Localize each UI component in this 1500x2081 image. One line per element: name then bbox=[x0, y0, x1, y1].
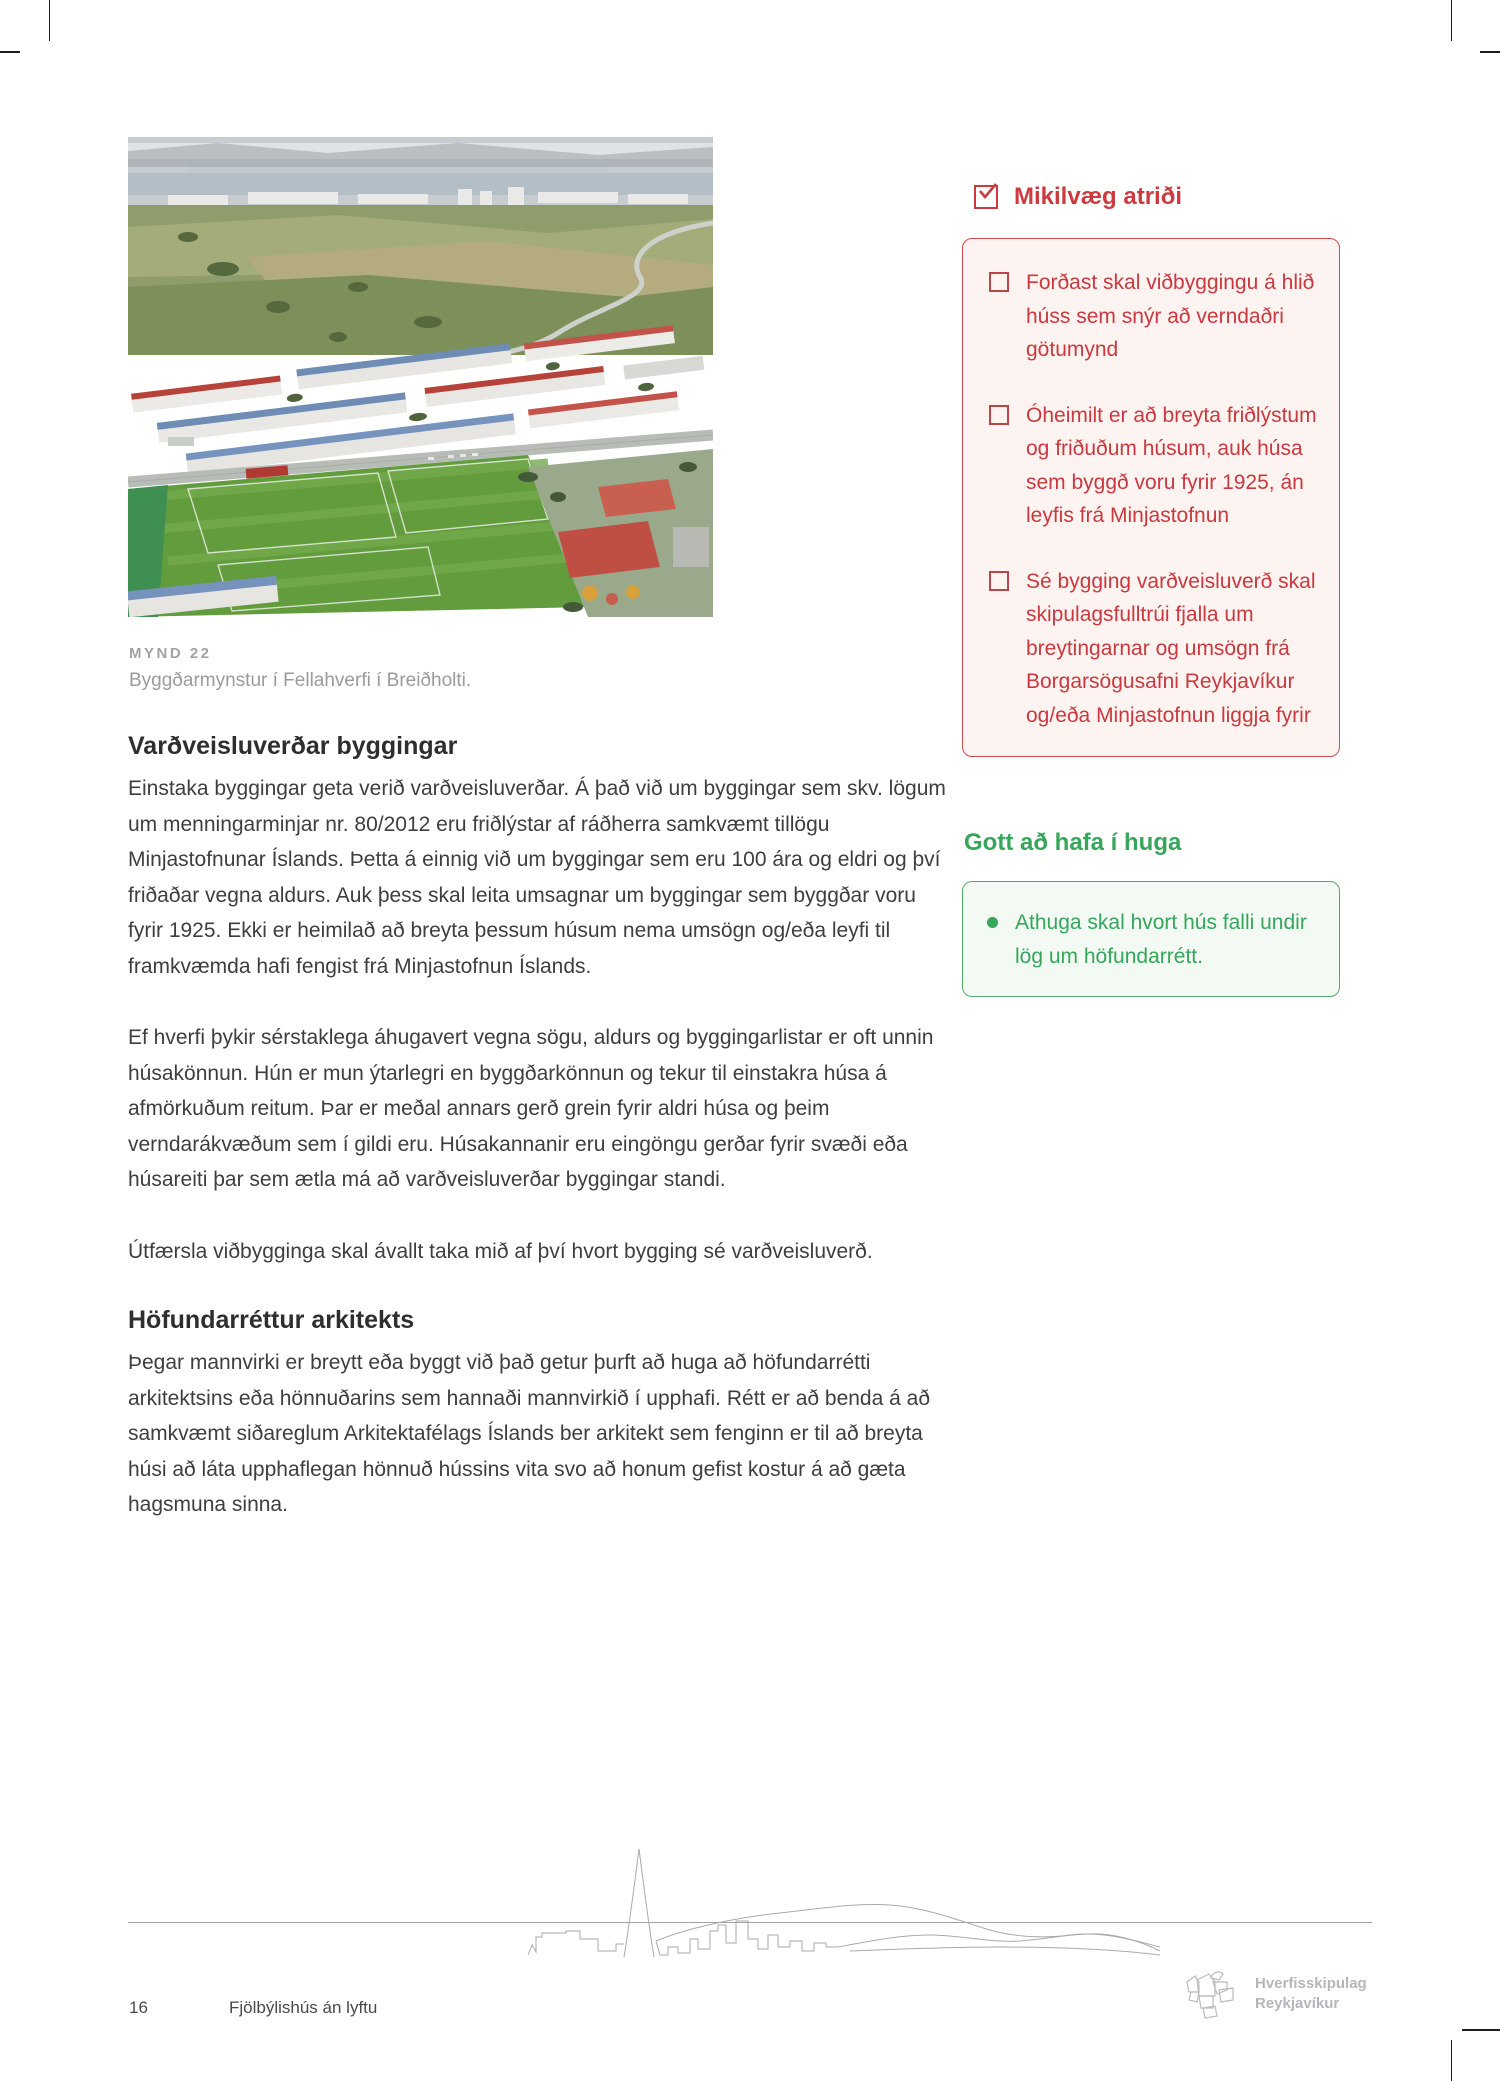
crop-mark-top-right-horizontal bbox=[1480, 51, 1500, 53]
paragraph: Útfærsla viðbygginga skal ávallt taka mið af því hvort bygging sé varðveisluverð. bbox=[128, 1239, 873, 1263]
figure-caption-text: Byggðarmynstur í Fellahverfi í Breiðholti. bbox=[129, 670, 472, 691]
good-to-know-title: Gott að hafa í huga bbox=[964, 829, 1182, 856]
checked-checkbox-icon bbox=[974, 185, 998, 209]
important-item bbox=[989, 565, 1317, 733]
crop-mark-top-left-vertical bbox=[49, 0, 50, 41]
crop-mark-top-right-vertical bbox=[1451, 0, 1452, 41]
bullet-icon bbox=[987, 917, 998, 928]
reykjavik-skyline-sketch bbox=[520, 1843, 1160, 1968]
logo-text-line2: Reykjavíkur bbox=[1255, 1995, 1340, 2012]
important-title: Mikilvæg atriði bbox=[1014, 183, 1183, 210]
good-to-know-item-text: Athuga skal hvort hús falli undir lög um höfundarrétt. bbox=[1015, 911, 1307, 968]
section-vardveisluverdar bbox=[128, 731, 952, 1269]
empty-checkbox-icon bbox=[989, 272, 1009, 292]
logo-text bbox=[1255, 1974, 1367, 2014]
section-heading: Varðveisluverðar byggingar bbox=[128, 732, 458, 760]
paragraph: Þegar mannvirki er breytt eða byggt við það getur þurft að huga að höfundarrétti arkitektsins eða hönnuðarins sem hannaði mannvirkið í upphafi. Rétt er að benda á að samkvæmt siðareglum Arkitektafélags Íslands ber arkitekt sem fenginn er til að breyta húsi að láta upphaflegan hönnuð hússins vita svo að honum gefist kostur á að gæta hagsmuna sinna. bbox=[128, 1351, 930, 1516]
good-to-know-item bbox=[987, 906, 1319, 974]
important-item bbox=[989, 266, 1317, 367]
figure-caption bbox=[129, 645, 689, 692]
section-hofundarrettur bbox=[128, 1305, 952, 1523]
hverfisskipulag-logo bbox=[1183, 1968, 1367, 2020]
crop-mark-bottom-right-horizontal bbox=[1462, 2029, 1500, 2031]
crop-mark-bottom-right-vertical bbox=[1451, 2040, 1452, 2081]
crop-mark-top-left-horizontal bbox=[0, 51, 20, 53]
paragraph: Ef hverfi þykir sérstaklega áhugavert vegna sögu, aldurs og byggingarlistar er oft unnin húsakönnun. Hún er mun ýtarlegri en byggðarkönnun og tekur til einstakra húsa á afmörkuðum reitum. Þar er meðal annars gerð grein fyrir aldri húsa og þeim verndarákvæðum sem í gildi eru. Húsakannanir eru eingöngu gerðar fyrir svæði eða húsareiti þar sem ætla má að varðveisluverðar byggingar standi. bbox=[128, 1026, 934, 1191]
aerial-photo-graphic bbox=[128, 137, 713, 617]
section-heading: Höfundarréttur arkitekts bbox=[128, 1306, 415, 1334]
important-item bbox=[989, 399, 1317, 533]
paragraph: Einstaka byggingar geta verið varðveisluverðar. Á það við um byggingar sem skv. lögum um menningarminjar nr. 80/2012 eru friðlýstar af ráðherra samkvæmt tillögu Minjastofnunar Íslands. Þetta á einnig við um byggingar sem eru 100 ára og eldri og því friðaðar vegna aldurs. Auk þess skal leita umsagnar um byggingar sem byggðar voru fyrir 1925. Ekki er heimilað að breyta þessum húsum nema umsögn og/eða leyfi til framkvæmda hafi fengist frá Minjastofnun Íslands. bbox=[128, 777, 946, 978]
empty-checkbox-icon bbox=[989, 571, 1009, 591]
main-text-column bbox=[128, 731, 952, 1559]
important-item-text: Sé bygging varðveisluverð skal skipulagsfulltrúi fjalla um breytingarnar og umsögn frá Borgarsögusafni Reykjavíkur og/eða Minjastofnun liggja fyrir bbox=[1026, 569, 1316, 727]
important-header bbox=[974, 183, 1340, 211]
aerial-photo bbox=[128, 137, 713, 617]
good-to-know-section bbox=[962, 829, 1340, 997]
empty-checkbox-icon bbox=[989, 405, 1009, 425]
page-number: 16 bbox=[129, 1998, 148, 2017]
important-item-text: Forðast skal viðbyggingu á hlið húss sem snýr að verndaðri götumynd bbox=[1026, 271, 1315, 361]
footer-document-title: Fjölbýlishús án lyftu bbox=[229, 1998, 378, 2017]
logo-houses-icon bbox=[1183, 1968, 1241, 2020]
important-item-text: Óheimilt er að breyta friðlýstum og friðuðum húsum, auk húsa sem byggð voru fyrir 1925, án leyfis frá Minjastofnun bbox=[1026, 403, 1317, 527]
logo-text-line1: Hverfisskipulag bbox=[1255, 1975, 1367, 1992]
sidebar bbox=[962, 183, 1340, 997]
figure-label: MYND 22 bbox=[129, 645, 212, 662]
important-box bbox=[962, 238, 1340, 757]
check-mark-icon bbox=[977, 182, 999, 202]
good-to-know-box bbox=[962, 881, 1340, 997]
